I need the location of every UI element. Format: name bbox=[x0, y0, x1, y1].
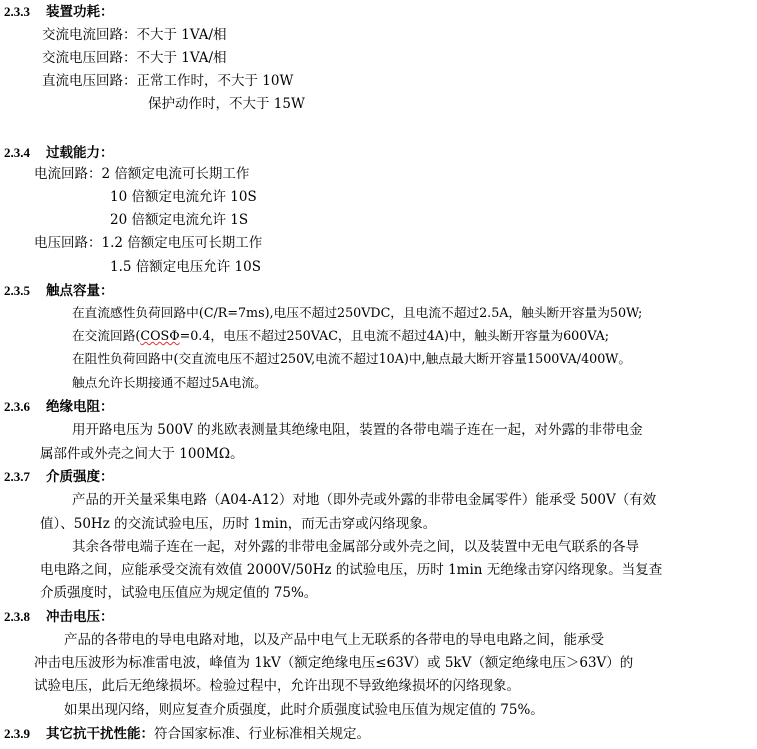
section-title: 其它抗干扰性能： bbox=[46, 726, 154, 742]
section-text: 符合国家标准、行业标准相关规定。 bbox=[154, 726, 370, 742]
text-line: 用开路电压为 500V 的兆欧表测量其绝缘电阻，装置的各带电端子连在一起，对外露的非带电金 bbox=[72, 422, 643, 438]
text-line: 值）、50Hz 的交流试验电压，历时 1min，而无击穿或闪络现象。 bbox=[40, 516, 437, 532]
heading-2-3-5 bbox=[4, 281, 114, 303]
text-line: 产品的各带电的导电电路对地，以及产品中电气上无联系的各带电的导电电路之间，能承受 bbox=[64, 632, 604, 648]
text-line: 电电路之间，应能承受交流有效值 2000V/50Hz 的试验电压，历时 1min 无绝缘击穿闪络现象。当复查 bbox=[40, 562, 663, 578]
heading-2-3-4 bbox=[4, 143, 114, 165]
heading-2-3-6 bbox=[4, 397, 114, 419]
heading-2-3-3 bbox=[4, 2, 114, 24]
section-title: 冲击电压： bbox=[46, 609, 114, 625]
heading-2-3-7 bbox=[4, 467, 114, 489]
heading-2-3-8 bbox=[4, 607, 114, 629]
heading-2-3-9 bbox=[4, 724, 370, 746]
text-line: 产品的开关量采集电路（A04-A12）对地（即外壳或外露的非带电金属零件）能承受 500V（有效 bbox=[72, 492, 657, 508]
section-title: 过载能力： bbox=[46, 145, 114, 161]
section-number: 2.3.5 bbox=[4, 283, 30, 298]
section-number: 2.3.3 bbox=[4, 4, 30, 19]
text-line: 电流回路：2 倍额定电流可长期工作 bbox=[34, 166, 250, 182]
section-number: 2.3.6 bbox=[4, 399, 30, 414]
section-title: 装置功耗： bbox=[46, 4, 114, 20]
text-line: 试验电压，此后无绝缘损坏。检验过程中，允许出现不导致绝缘损坏的闪络现象。 bbox=[34, 678, 520, 694]
text-line: 20 倍额定电流允许 1S bbox=[110, 212, 249, 228]
text-line: 保护动作时，不大于 15W bbox=[148, 96, 305, 112]
section-title: 介质强度： bbox=[46, 469, 114, 485]
section-number: 2.3.7 bbox=[4, 469, 30, 484]
text-line: 交流电压回路：不大于 1VA/相 bbox=[42, 50, 227, 66]
text-line: 10 倍额定电流允许 10S bbox=[110, 189, 257, 205]
text-line: 介质强度时，试验电压值应为规定值的 75%。 bbox=[40, 585, 318, 601]
section-title: 触点容量： bbox=[46, 283, 114, 299]
section-title: 绝缘电阻： bbox=[46, 399, 114, 415]
text-line: 其余各带电端子连在一起，对外露的非带电金属部分或外壳之间，以及装置中无电气联系的各导 bbox=[72, 539, 639, 555]
text-line bbox=[72, 326, 609, 348]
section-number: 2.3.8 bbox=[4, 609, 30, 624]
text-line: 直流电压回路：正常工作时，不大于 10W bbox=[42, 73, 294, 89]
cos-phi-term: COSΦ bbox=[140, 328, 180, 343]
text-line: 1.5 倍额定电压允许 10S bbox=[110, 259, 261, 275]
section-number: 2.3.9 bbox=[4, 726, 30, 741]
text-line: 在直流感性负荷回路中(C/R=7ms),电压不超过250VDC，且电流不超过2.5A，触头断开容量为50W; bbox=[72, 305, 643, 320]
text-line: 交流电流回路：不大于 1VA/相 bbox=[42, 27, 227, 43]
text-line: 冲击电压波形为标准雷电波，峰值为 1kV（额定绝缘电压≤63V）或 5kV（额定绝缘电压＞63V）的 bbox=[34, 655, 634, 671]
text-line: 电压回路：1.2 倍额定电压可长期工作 bbox=[34, 235, 263, 251]
section-number: 2.3.4 bbox=[4, 145, 30, 160]
text-line: 属部件或外壳之间大于 100MΩ。 bbox=[40, 446, 244, 462]
text-line: 触点允许长期接通不超过5A电流。 bbox=[72, 375, 267, 390]
text-line: 如果出现闪络，则应复查介质强度，此时介质强度试验电压值为规定值的 75%。 bbox=[64, 702, 544, 718]
text-fragment: 在交流回路( bbox=[72, 328, 141, 343]
text-fragment: =0.4，电压不超过250VAC，且电流不超过4A)中，触头断开容量为600VA; bbox=[179, 328, 610, 343]
text-line: 在阻性负荷回路中(交直流电压不超过250V,电流不超过10A)中,触点最大断开容量1500VA/400W。 bbox=[72, 351, 632, 366]
